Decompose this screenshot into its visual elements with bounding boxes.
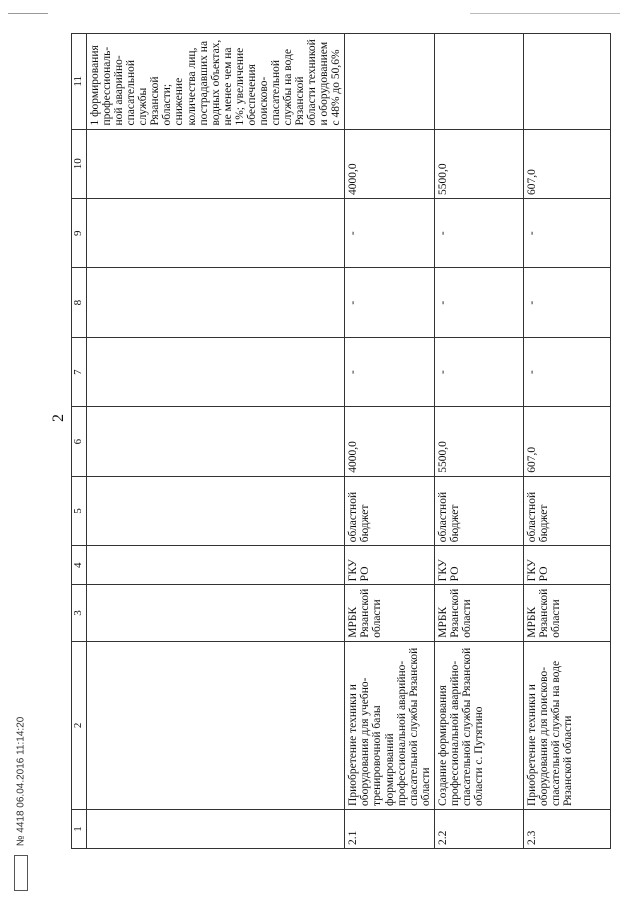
cell-year [87,129,345,198]
header-cell: 5 [72,476,87,545]
cell-year [87,268,345,337]
header-number-row [72,34,87,849]
cell-total: 4000,0 [345,407,434,476]
cell-year: - [523,337,610,406]
cell-year: 607,0 [523,129,610,198]
cell-year [87,198,345,267]
table-row [434,34,523,849]
cell-source: областной бюджет [345,476,434,545]
cell-expected-result: 1 формирования профессиональ-ной аварийно-спасательной службы Рязанской области; снижение количества лиц, пострадавших на водных объектах, не менее чем на 1%; увеличение обеспечения поисково-спасательной службы на воде Рязанской области техникой и оборудованием с 48% до 50,6% [87,34,345,130]
cell-customer: МРБК Рязанской области [345,585,434,641]
rotated-table-wrapper [71,33,611,849]
scan-edge-mark [8,13,48,14]
page-number: 2 [50,414,67,422]
cell-index [87,809,345,848]
cell-source [87,476,345,545]
cell-total [87,407,345,476]
header-cell: 10 [72,129,87,198]
header-cell: 3 [72,585,87,641]
header-cell: 9 [72,198,87,267]
cell-executor: ГКУ РО [523,546,610,585]
cell-year: - [523,198,610,267]
cell-customer [87,585,345,641]
cell-total: 607,0 [523,407,610,476]
header-cell: 1 [72,809,87,848]
header-cell: 11 [72,34,87,130]
scan-edge-mark [470,13,620,14]
cell-executor: ГКУ РО [434,546,523,585]
table-row [87,34,345,849]
cell-customer: МРБК Рязанской области [523,585,610,641]
cell-executor: ГКУ РО [345,546,434,585]
cell-year: - [434,268,523,337]
cell-activity: Создание формирования профессиональной аварийно-спасательной службы Рязанской области с. Путятино [434,641,523,809]
cell-year: 4000,0 [345,129,434,198]
cell-source: областной бюджет [434,476,523,545]
header-cell: 6 [72,407,87,476]
cell-customer: МРБК Рязанской области [434,585,523,641]
cell-expected-result [345,34,434,130]
table-row [345,34,434,849]
cell-year: - [523,268,610,337]
cell-expected-result [523,34,610,130]
cell-index: 2.1 [345,809,434,848]
registration-number: № 4418 06.04.2016 11:14:20 [15,716,27,847]
table-row [523,34,610,849]
cell-expected-result [434,34,523,130]
cell-activity: Приобретение техники и оборудования для учебно-тренировочной базы формирований профессиональной аварийно-спасательной службы Рязанской области [345,641,434,809]
cell-year: 5500,0 [434,129,523,198]
cell-year: - [345,268,434,337]
cell-index: 2.3 [523,809,610,848]
cell-year: - [345,337,434,406]
header-cell: 2 [72,641,87,809]
cell-total: 5500,0 [434,407,523,476]
header-cell: 4 [72,546,87,585]
header-cell: 7 [72,337,87,406]
cell-year [87,337,345,406]
cell-year: - [345,198,434,267]
document-footer [14,271,28,891]
cell-index: 2.2 [434,809,523,848]
cell-activity: Приобретение техники и оборудования для поисково-спасательной службы на воде Рязанской области [523,641,610,809]
cell-activity [87,641,345,809]
header-cell: 8 [72,268,87,337]
registration-stamp-icon [14,855,28,891]
cell-executor [87,546,345,585]
cell-year: - [434,337,523,406]
cell-year: - [434,198,523,267]
program-table [71,33,611,849]
cell-source: областной бюджет [523,476,610,545]
